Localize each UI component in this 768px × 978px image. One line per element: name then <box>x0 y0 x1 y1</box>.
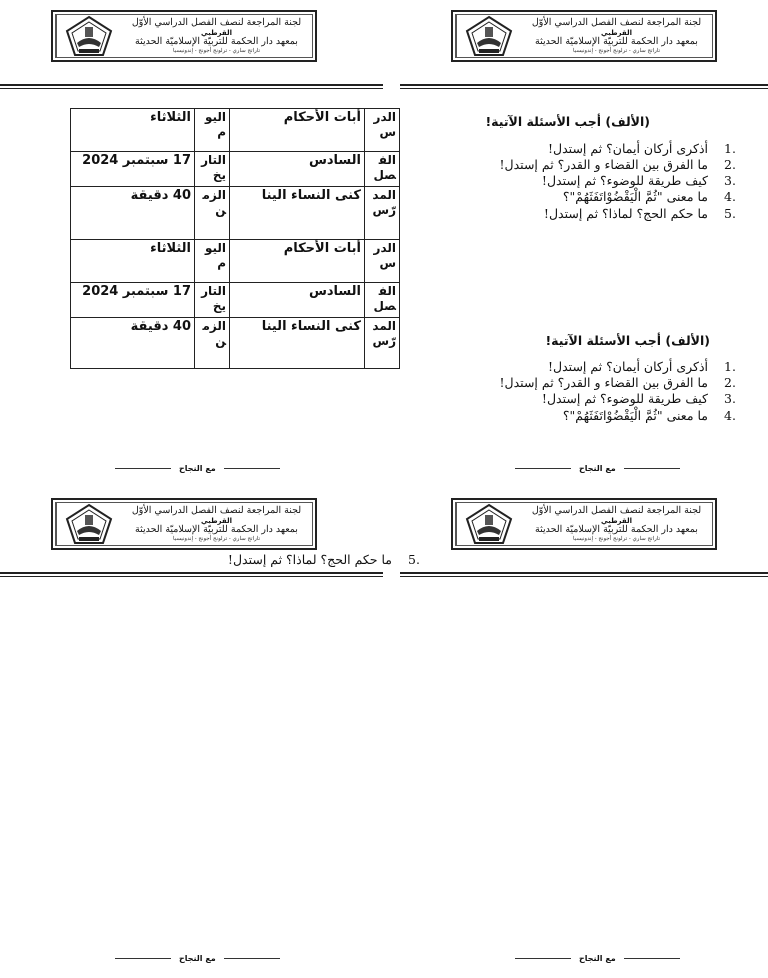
header-institute-name: بمعهد دار الحكمة للتربيّة الإسلاميّة الحديثة <box>535 523 698 535</box>
exam-header-top-left <box>51 10 317 62</box>
question-number: 4. <box>724 408 736 423</box>
table-row <box>71 187 400 240</box>
table-row <box>71 240 400 283</box>
header-committee-title: لجنة المراجعة لنصف الفصل الدراسي الأوّل <box>531 16 702 28</box>
question-number: 5. <box>724 206 736 221</box>
question-text: كيف طريقة للوضوء؟ ثم إستدل! <box>541 173 708 188</box>
footer-signature <box>115 464 280 473</box>
header-subject: القرطبي <box>601 28 632 37</box>
header-divider <box>400 84 768 86</box>
question-number: 3. <box>724 391 736 406</box>
question-text: ما حكم الحج؟ لماذا؟ ثم إستدل! <box>543 206 708 221</box>
value-class: السادس <box>230 283 365 318</box>
label-lesson: الدرس <box>365 240 400 283</box>
exam-header-mid-right <box>451 498 717 550</box>
value-date: 17 سبتمبر 2024 <box>71 283 195 318</box>
header-subject: القرطبي <box>601 516 632 525</box>
label-lesson: الدرس <box>365 109 400 152</box>
exam-header-mid-left <box>51 498 317 550</box>
question-text: ما معنى "ثُمَّ الْيَقْضُوْاتَفَثَهُمْ"؟ <box>562 189 708 204</box>
footer-signature <box>515 954 680 963</box>
header-committee-title: لجنة المراجعة لنصف الفصل الدراسي الأوّل <box>131 16 302 28</box>
label-teacher: المدرّس <box>365 318 400 369</box>
value-lesson: أبات الأحكام <box>230 240 365 283</box>
label-date: التاريخ <box>195 283 230 318</box>
school-logo-icon <box>56 15 121 57</box>
question-number: 2. <box>724 157 736 172</box>
table-row <box>71 318 400 369</box>
header-subject: القرطبي <box>201 516 232 525</box>
question-text: أذكرى أركان أيمان؟ ثم إستدل! <box>548 141 708 156</box>
header-institute-name: بمعهد دار الحكمة للتربيّة الإسلاميّة الحديثة <box>135 523 298 535</box>
value-lesson: أبات الأحكام <box>230 109 365 152</box>
header-divider <box>0 572 383 574</box>
question-number: 1. <box>724 359 736 374</box>
value-day: الثلاثاء <box>71 109 195 152</box>
question-text: أذكرى أركان أيمان؟ ثم إستدل! <box>548 359 708 374</box>
question-text: ما حكم الحج؟ لماذا؟ ثم إستدل! <box>227 552 392 567</box>
question-number: 1. <box>724 141 736 156</box>
header-address: تاراتج ساري - ترلونج أجونج - إندونيسيا <box>173 47 260 54</box>
header-divider <box>400 88 768 89</box>
section-title: (الألف) أجب الأسئلة الآتية! <box>545 333 710 348</box>
question-text: ما الفرق بين القضاء و القدر؟ ثم إستدل! <box>499 157 708 172</box>
school-logo-icon <box>456 15 521 57</box>
header-subject: القرطبي <box>201 28 232 37</box>
table-row <box>71 283 400 318</box>
label-teacher: المدرّس <box>365 187 400 240</box>
value-teacher: كنى النساء الينا <box>230 318 365 369</box>
exam-info-table <box>70 108 400 369</box>
question-text: ما الفرق بين القضاء و القدر؟ ثم إستدل! <box>499 375 708 390</box>
header-institute-name: بمعهد دار الحكمة للتربيّة الإسلاميّة الحديثة <box>535 35 698 47</box>
header-address: تاراتج ساري - ترلونج أجونج - إندونيسيا <box>573 535 660 542</box>
header-institute-name: بمعهد دار الحكمة للتربيّة الإسلاميّة الحديثة <box>135 35 298 47</box>
footer-line <box>115 468 171 469</box>
value-teacher: كنى النساء الينا <box>230 187 365 240</box>
header-divider <box>0 576 383 577</box>
value-date: 17 سبتمبر 2024 <box>71 152 195 187</box>
value-duration: 40 دقيقة <box>71 318 195 369</box>
question-number: 4. <box>724 189 736 204</box>
header-address: تاراتج ساري - ترلونج أجونج - إندونيسيا <box>173 535 260 542</box>
footer-line <box>515 468 571 469</box>
label-duration: الزمن <box>195 318 230 369</box>
footer-line <box>624 958 680 959</box>
header-divider <box>0 88 383 89</box>
label-day: اليوم <box>195 109 230 152</box>
question-number: 2. <box>724 375 736 390</box>
value-class: السادس <box>230 152 365 187</box>
header-address: تاراتج ساري - ترلونج أجونج - إندونيسيا <box>573 47 660 54</box>
header-committee-title: لجنة المراجعة لنصف الفصل الدراسي الأوّل <box>531 504 702 516</box>
label-class: الفصل <box>365 283 400 318</box>
footer-text: مع النجاح <box>579 954 616 963</box>
footer-line <box>515 958 571 959</box>
footer-signature <box>115 954 280 963</box>
footer-line <box>224 958 280 959</box>
label-duration: الزمن <box>195 187 230 240</box>
footer-line <box>624 468 680 469</box>
header-divider <box>0 84 383 86</box>
table-row <box>71 109 400 152</box>
footer-text: مع النجاح <box>579 464 616 473</box>
value-duration: 40 دقيقة <box>71 187 195 240</box>
school-logo-icon <box>456 503 521 545</box>
footer-text: مع النجاح <box>179 954 216 963</box>
label-day: اليوم <box>195 240 230 283</box>
question-number: 5. <box>408 552 420 567</box>
question-number: 3. <box>724 173 736 188</box>
label-date: التاريخ <box>195 152 230 187</box>
label-class: الفصل <box>365 152 400 187</box>
header-committee-title: لجنة المراجعة لنصف الفصل الدراسي الأوّل <box>131 504 302 516</box>
exam-header-top-right <box>451 10 717 62</box>
footer-line <box>115 958 171 959</box>
footer-text: مع النجاح <box>179 464 216 473</box>
footer-line <box>224 468 280 469</box>
header-divider <box>400 572 768 574</box>
question-text: ما معنى "ثُمَّ الْيَقْضُوْاتَفَثَهُمْ"؟ <box>562 408 708 423</box>
question-text: كيف طريقة للوضوء؟ ثم إستدل! <box>541 391 708 406</box>
table-row <box>71 152 400 187</box>
school-logo-icon <box>56 503 121 545</box>
value-day: الثلاثاء <box>71 240 195 283</box>
header-divider <box>400 576 768 577</box>
footer-signature <box>515 464 680 473</box>
section-title: (الألف) أجب الأسئلة الآتية! <box>485 114 650 129</box>
